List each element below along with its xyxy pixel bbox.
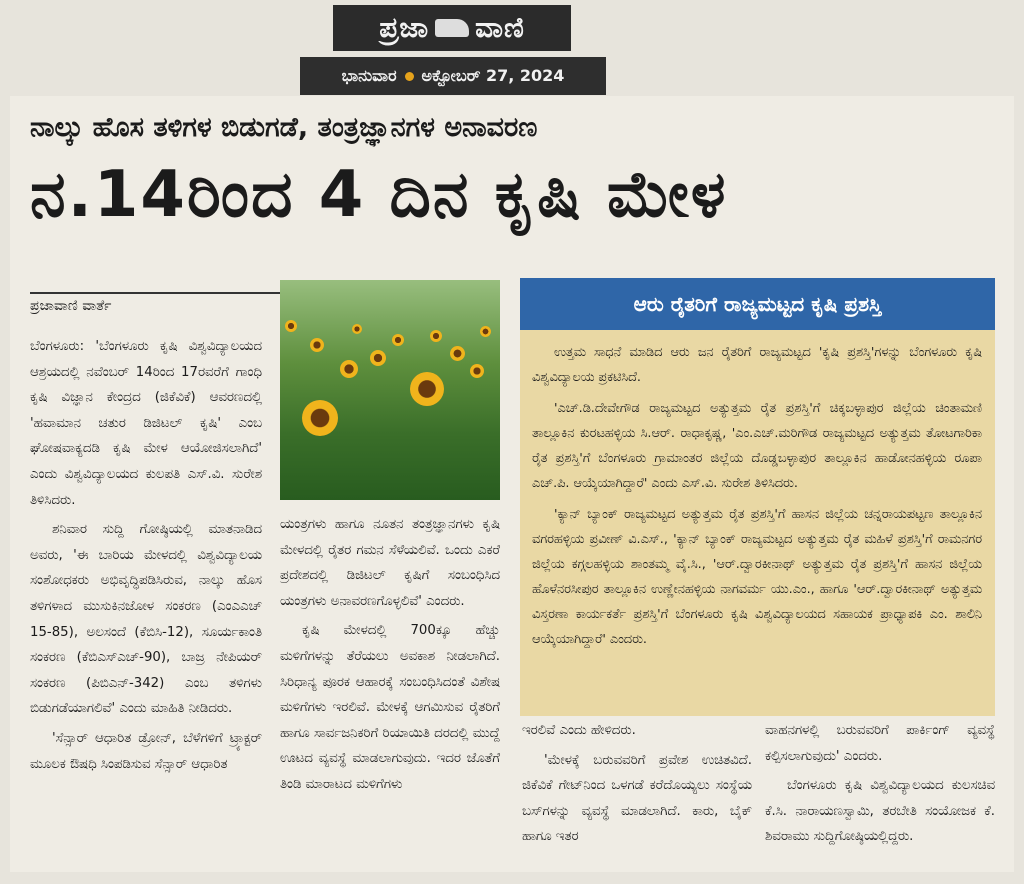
article-kicker: ನಾಲ್ಕು ಹೊಸ ತಳಿಗಳ ಬಿಡುಗಡೆ, ತಂತ್ರಜ್ಞಾನಗಳ ಅನಾವರಣ (30, 112, 538, 143)
paragraph: ಬೆಂಗಳೂರು: 'ಬೆಂಗಳೂರು ಕೃಷಿ ವಿಶ್ವವಿದ್ಯಾಲಯದ ಆಶ್ರಯದಲ್ಲಿ ನವೆಂಬರ್ 14ರಿಂದ 17ರವರೆಗೆ ಗಾಂಧಿ ಕೃಷಿ ವಿಜ್ಞಾನ ಕೇಂದ್ರದ (ಜಿಕೆವಿಕೆ) ಆವರಣದಲ್ಲಿ 'ಹವಾಮಾನ ಚತುರ ಡಿಜಿಟಲ್ ಕೃಷಿ' ಎಂಬ ಘೋಷವಾಕ್ಯದಡಿ ಕೃಷಿ ಮೇಳ ಆಯೋಜಿಸಲಾಗಿದೆ' ಎಂದು ವಿಶ್ವವಿದ್ಯಾಲಯದ ಕುಲಪತಿ ಎಸ್.ವಿ. ಸುರೇಶ ತಿಳಿಸಿದರು. (30, 339, 262, 508)
masthead-logo-icon (435, 19, 469, 37)
article-byline: ಪ್ರಜಾವಾಣಿ ವಾರ್ತೆ (30, 292, 280, 314)
masthead (333, 5, 571, 51)
dateline-dot-icon (405, 72, 414, 81)
dateline-date: ಅಕ್ಟೋಬರ್ 27, 2024 (421, 66, 565, 85)
paragraph: 'ಕ್ಯಾನ್ ಬ್ಯಾಂಕ್ ರಾಜ್ಯಮಟ್ಟದ ಅತ್ಯುತ್ತಮ ರೈತ ಪ್ರಶಸ್ತಿ'ಗೆ ಹಾಸನ ಜಿಲ್ಲೆಯ ಚನ್ನರಾಯಪಟ್ಟಣ ತಾಲ್ಲೂಕಿನ ವಗರಹಳ್ಳಿಯ ಪ್ರವೀಣ್ ವಿ.ಎಸ್., 'ಕ್ಯಾನ್ ಬ್ಯಾಂಕ್ ರಾಜ್ಯಮಟ್ಟದ ಅತ್ಯುತ್ತಮ ರೈತ ಮಹಿಳೆ ಪ್ರಶಸ್ತಿ'ಗೆ ರಾಮನಗರ ಜಿಲ್ಲೆಯ ಕಗ್ಗಲಹಳ್ಳಿಯ ಶಾಂತಮ್ಮ ವೈ.ಸಿ., 'ಆರ್.ದ್ವಾರಕೀನಾಥ್ ಅತ್ಯುತ್ತಮ ರೈತ ಪ್ರಶಸ್ತಿ'ಗೆ ಹಾಸನ ಜಿಲ್ಲೆಯ ಹೊಳೆನರಸೀಪುರ ತಾಲ್ಲೂಕಿನ ಉಣ್ಣೇನಹಳ್ಳಿಯ ನಾಗವರ್ಮ ಯು.ಎಂ., ಹಾಗೂ 'ಆರ್.ದ್ವಾರಕೀನಾಥ್ ಅತ್ಯುತ್ತಮ ವಿಸ್ತರಣಾ ಕಾರ್ಯಕರ್ತೆ ಪ್ರಶಸ್ತಿ'ಗೆ ಬೆಂಗಳೂರು ಕೃಷಿ ವಿಶ್ವವಿದ್ಯಾಲಯದ ಸಹಾಯಕ ಪ್ರಾಧ್ಯಾಪಕಿ ಎಂ. ಶಾಲಿನಿ ಆಯ್ಕೆಯಾಗಿದ್ದಾರೆ' ಎಂದರು. (532, 507, 982, 647)
dateline (300, 57, 606, 95)
masthead-left: ಪ್ರಜಾ (379, 11, 430, 44)
article-column-4 (765, 718, 995, 854)
paragraph: ಉತ್ತಮ ಸಾಧನೆ ಮಾಡಿದ ಆರು ಜನ ರೈತರಿಗೆ ರಾಜ್ಯಮಟ್ಟದ 'ಕೃಷಿ ಪ್ರಶಸ್ತಿ'ಗಳನ್ನು ಬೆಂಗಳೂರು ಕೃಷಿ ವಿಶ್ವವಿದ್ಯಾಲಯ ಪ್ರಕಟಿಸಿದೆ. (532, 345, 982, 385)
sunflower-field-photo (280, 280, 500, 500)
masthead-right: ವಾಣಿ (475, 11, 525, 44)
paragraph: 'ಸೆನ್ಸಾರ್ ಆಧಾರಿತ ಡ್ರೋನ್, ಬೆಳೆಗಳಿಗೆ ಟ್ರ್ಯಾಕ್ಟರ್ ಮೂಲಕ ಔಷಧಿ ಸಿಂಪಡಿಸುವ ಸೆನ್ಸಾರ್ ಆಧಾರಿತ (30, 730, 262, 772)
awards-sidebar (520, 330, 995, 716)
dateline-day: ಭಾನುವಾರ (341, 66, 397, 85)
paragraph: ಇರಲಿವೆ ಎಂದು ಹೇಳಿದರು. (522, 723, 636, 738)
article-column-1 (30, 334, 262, 781)
paragraph: 'ಮೇಳಕ್ಕೆ ಬರುವವರಿಗೆ ಪ್ರವೇಶ ಉಚಿತವಿದೆ. ಜಿಕೆವಿಕೆ ಗೇಟ್‌ನಿಂದ ಒಳಗಡೆ ಕರೆದೊಯ್ಯಲು ಸಂಸ್ಥೆಯ ಬಸ್‌ಗಳನ್ನು ವ್ಯವಸ್ಥೆ ಮಾಡಲಾಗಿದೆ. ಕಾರು, ಬೈಕ್ ಹಾಗೂ ಇತರ (522, 752, 752, 845)
sidebar-title: ಆರು ರೈತರಿಗೆ ರಾಜ್ಯಮಟ್ಟದ ಕೃಷಿ ಪ್ರಶಸ್ತಿ (520, 278, 995, 330)
paragraph: 'ಎಚ್.ಡಿ.ದೇವೇಗೌಡ ರಾಜ್ಯಮಟ್ಟದ ಅತ್ಯುತ್ತಮ ರೈತ ಪ್ರಶಸ್ತಿ'ಗೆ ಚಿಕ್ಕಬಳ್ಳಾಪುರ ಜಿಲ್ಲೆಯ ಚಿಂತಾಮಣಿ ತಾಲ್ಲೂಕಿನ ಕುರಟಹಳ್ಳಿಯ ಸಿ.ಆರ್. ರಾಧಾಕೃಷ್ಣ, 'ಎಂ.ಎಚ್.ಮರಿಗೌಡ ರಾಜ್ಯಮಟ್ಟದ ಅತ್ಯುತ್ತಮ ತೋಟಗಾರಿಕಾ ರೈತ ಪ್ರಶಸ್ತಿ'ಗೆ ಬೆಂಗಳೂರು ಗ್ರಾಮಾಂತರ ಜಿಲ್ಲೆಯ ದೊಡ್ಡಬಳ್ಳಾಪುರ ತಾಲ್ಲೂಕಿನ ಹಾಡೋನಹಳ್ಳಿಯ ರೂಪಾ ಎಚ್.ಪಿ. ಆಯ್ಕೆಯಾಗಿದ್ದಾರೆ' ಎಂದು ಎಸ್.ವಿ. ಸುರೇಶ ತಿಳಿಸಿದರು. (532, 401, 982, 491)
article-headline: ನ.14ರಿಂದ 4 ದಿನ ಕೃಷಿ ಮೇಳ (30, 158, 728, 232)
article-column-2 (280, 512, 500, 802)
paragraph: ಕೃಷಿ ಮೇಳದಲ್ಲಿ 700ಕ್ಕೂ ಹೆಚ್ಚು ಮಳಿಗೆಗಳನ್ನು ತೆರೆಯಲು ಅವಕಾಶ ನೀಡಲಾಗಿದೆ. ಸಿರಿಧಾನ್ಯ ಪೂರಕ ಆಹಾರಕ್ಕೆ ಸಂಬಂಧಿಸಿದಂತೆ ವಿಶೇಷ ಮಳಿಗೆಗಳು ಇರಲಿವೆ. ಮೇಳಕ್ಕೆ ಆಗಮಿಸುವ ರೈತರಿಗೆ ಹಾಗೂ ಸಾರ್ವಜನಿಕರಿಗೆ ರಿಯಾಯಿತಿ ದರದಲ್ಲಿ ಮುದ್ದೆ ಊಟದ ವ್ಯವಸ್ಥೆ ಮಾಡಲಾಗುವುದು. ಇದರ ಜೊತೆಗೆ ತಿಂಡಿ ಮಾರಾಟದ ಮಳಿಗೆಗಳು (280, 623, 500, 792)
paragraph: ಬೆಂಗಳೂರು ಕೃಷಿ ವಿಶ್ವವಿದ್ಯಾಲಯದ ಕುಲಸಚಿವ ಕೆ.ಸಿ. ನಾರಾಯಣಸ್ವಾಮಿ, ತರಬೇತಿ ಸಂಯೋಜಕ ಕೆ. ಶಿವರಾಮು ಸುದ್ದಿಗೋಷ್ಠಿಯಲ್ಲಿದ್ದರು. (765, 778, 995, 845)
paragraph: ಶನಿವಾರ ಸುದ್ದಿ ಗೋಷ್ಠಿಯಲ್ಲಿ ಮಾತನಾಡಿದ ಅವರು, 'ಈ ಬಾರಿಯ ಮೇಳದಲ್ಲಿ ವಿಶ್ವವಿದ್ಯಾಲಯ ಸಂಶೋಧಕರು ಅಭಿವೃದ್ಧಿಪಡಿಸಿರುವ, ನಾಲ್ಕು ಹೊಸ ತಳಿಗಳಾದ ಮುಸುಕಿನಜೋಳ ಸಂಕರಣ (ಎಂಎಎಚ್ 15-85), ಅಲಸಂದೆ (ಕೆಬಿಸಿ-12), ಸೂರ್ಯಕಾಂತಿ ಸಂಕರಣ (ಕೆಬಿಎಸ್‌ಎಚ್-90), ಬಾಜ್ರ ನೇಪಿಯರ್ ಸಂಕರಣ (ಪಿಬಿಎನ್-342) ಎಂಬ ತಳಿಗಳು ಬಿಡುಗಡೆಯಾಗಲಿವೆ' ಎಂದು ಮಾಹಿತಿ ನೀಡಿದರು. (30, 522, 262, 717)
paragraph: ಯಂತ್ರಗಳು ಹಾಗೂ ನೂತನ ತಂತ್ರಜ್ಞಾನಗಳು ಕೃಷಿ ಮೇಳದಲ್ಲಿ ರೈತರ ಗಮನ ಸೆಳೆಯಲಿವೆ. ಒಂದು ಎಕರೆ ಪ್ರದೇಶದಲ್ಲಿ ಡಿಜಿಟಲ್ ಕೃಷಿಗೆ ಸಂಬಂಧಿಸಿದ ಯಂತ್ರಗಳು ಅನಾವರಣಗೊಳ್ಳಲಿವೆ' ಎಂದರು. (280, 517, 500, 609)
article-column-3 (522, 718, 752, 854)
paragraph: ವಾಹನಗಳಲ್ಲಿ ಬರುವವರಿಗೆ ಪಾರ್ಕಿಂಗ್ ವ್ಯವಸ್ಥೆ ಕಲ್ಪಿಸಲಾಗುವುದು' ಎಂದರು. (765, 723, 995, 764)
